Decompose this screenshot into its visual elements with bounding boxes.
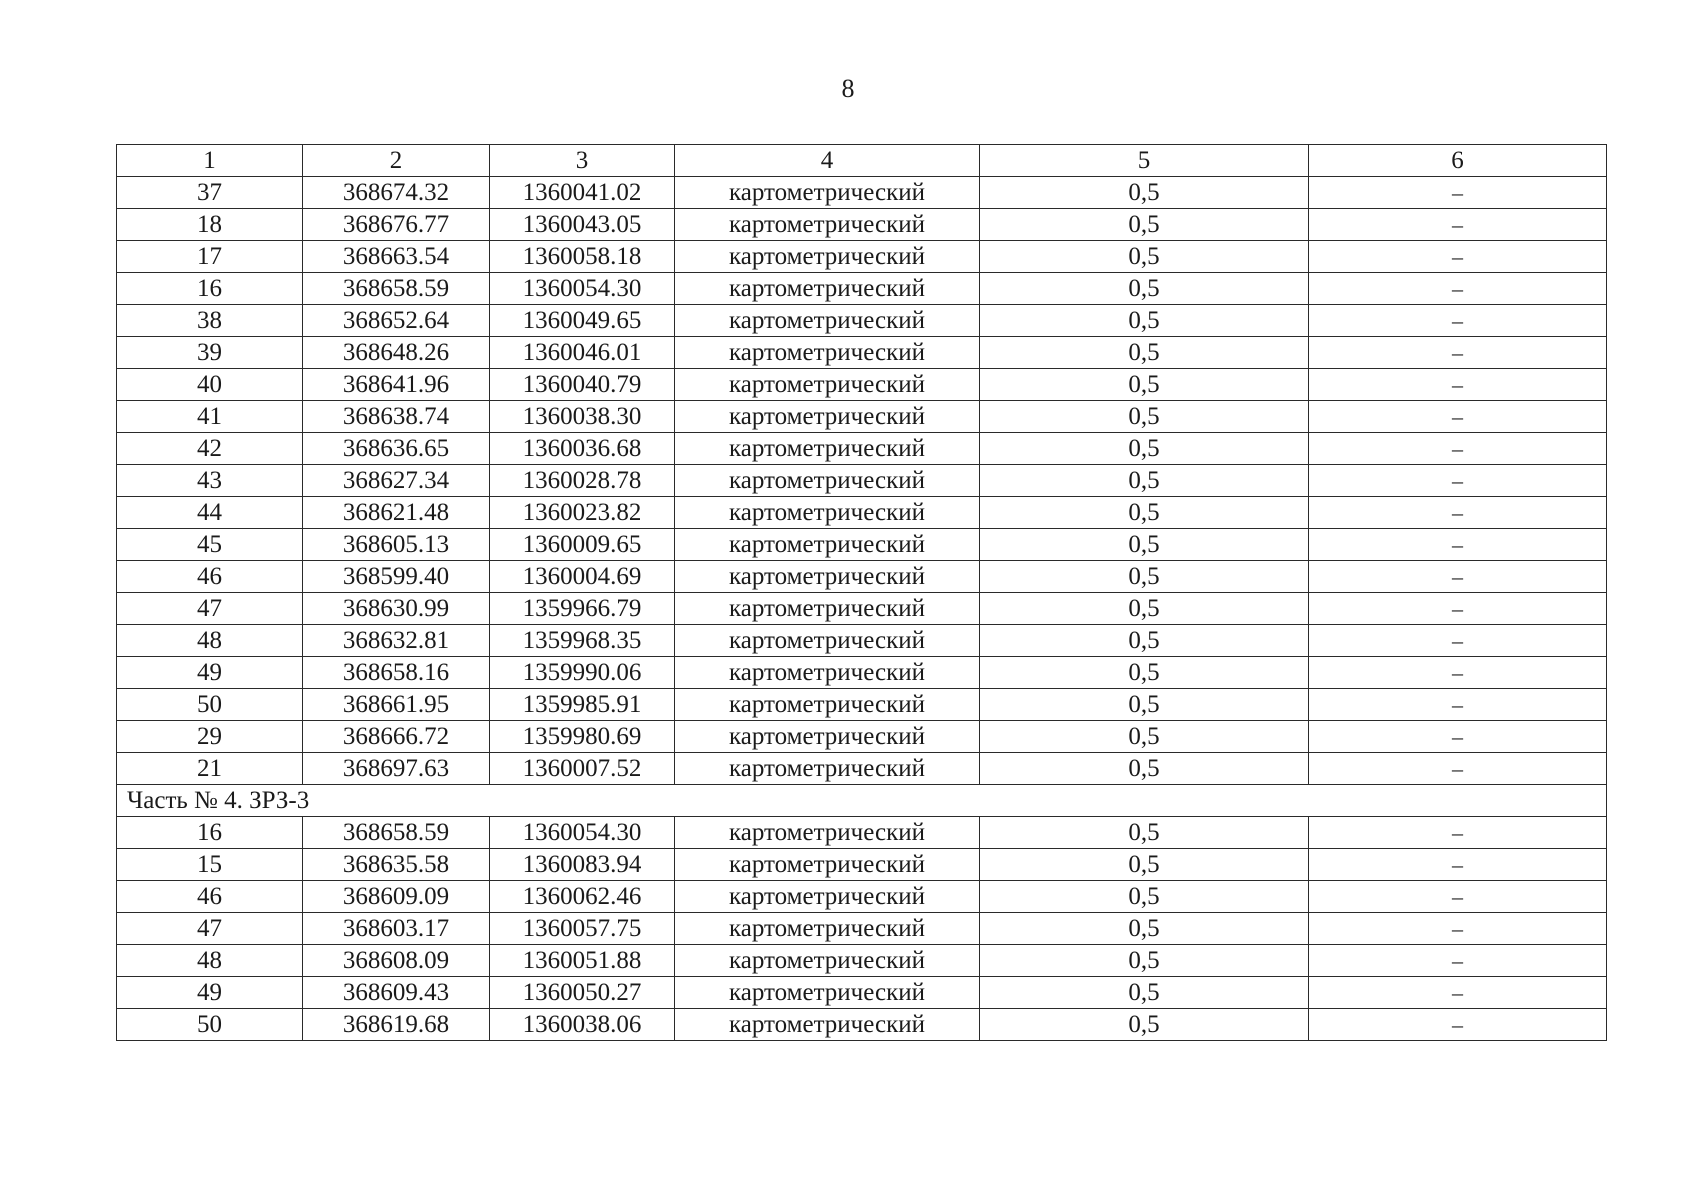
x-coordinate-cell: 368661.95 bbox=[303, 689, 490, 721]
method-cell: картометрический bbox=[675, 305, 980, 337]
point-number-cell: 18 bbox=[117, 209, 303, 241]
accuracy-cell: 0,5 bbox=[980, 529, 1309, 561]
x-coordinate-cell: 368638.74 bbox=[303, 401, 490, 433]
point-number-cell: 46 bbox=[117, 881, 303, 913]
table-row bbox=[117, 753, 1607, 785]
x-coordinate-cell: 368599.40 bbox=[303, 561, 490, 593]
point-number-cell: 38 bbox=[117, 305, 303, 337]
point-number-cell: 44 bbox=[117, 497, 303, 529]
table-row bbox=[117, 1009, 1607, 1041]
column-header: 6 bbox=[1309, 145, 1607, 177]
note-cell: – bbox=[1309, 305, 1607, 337]
accuracy-cell: 0,5 bbox=[980, 497, 1309, 529]
y-coordinate-cell: 1360046.01 bbox=[490, 337, 675, 369]
table-row bbox=[117, 465, 1607, 497]
table-row bbox=[117, 433, 1607, 465]
note-cell: – bbox=[1309, 817, 1607, 849]
table-row bbox=[117, 849, 1607, 881]
y-coordinate-cell: 1359990.06 bbox=[490, 657, 675, 689]
accuracy-cell: 0,5 bbox=[980, 465, 1309, 497]
y-coordinate-cell: 1359968.35 bbox=[490, 625, 675, 657]
method-cell: картометрический bbox=[675, 945, 980, 977]
column-header: 2 bbox=[303, 145, 490, 177]
y-coordinate-cell: 1360057.75 bbox=[490, 913, 675, 945]
point-number-cell: 47 bbox=[117, 593, 303, 625]
y-coordinate-cell: 1360040.79 bbox=[490, 369, 675, 401]
accuracy-cell: 0,5 bbox=[980, 881, 1309, 913]
x-coordinate-cell: 368652.64 bbox=[303, 305, 490, 337]
table-row bbox=[117, 657, 1607, 689]
point-number-cell: 16 bbox=[117, 273, 303, 305]
method-cell: картометрический bbox=[675, 369, 980, 401]
point-number-cell: 17 bbox=[117, 241, 303, 273]
note-cell: – bbox=[1309, 529, 1607, 561]
table-row bbox=[117, 241, 1607, 273]
point-number-cell: 16 bbox=[117, 817, 303, 849]
method-cell: картометрический bbox=[675, 561, 980, 593]
note-cell: – bbox=[1309, 881, 1607, 913]
point-number-cell: 49 bbox=[117, 977, 303, 1009]
note-cell: – bbox=[1309, 657, 1607, 689]
table-row bbox=[117, 689, 1607, 721]
accuracy-cell: 0,5 bbox=[980, 657, 1309, 689]
method-cell: картометрический bbox=[675, 1009, 980, 1041]
y-coordinate-cell: 1360009.65 bbox=[490, 529, 675, 561]
x-coordinate-cell: 368621.48 bbox=[303, 497, 490, 529]
y-coordinate-cell: 1360043.05 bbox=[490, 209, 675, 241]
note-cell: – bbox=[1309, 433, 1607, 465]
x-coordinate-cell: 368619.68 bbox=[303, 1009, 490, 1041]
note-cell: – bbox=[1309, 337, 1607, 369]
point-number-cell: 21 bbox=[117, 753, 303, 785]
x-coordinate-cell: 368630.99 bbox=[303, 593, 490, 625]
table-row bbox=[117, 209, 1607, 241]
method-cell: картометрический bbox=[675, 721, 980, 753]
accuracy-cell: 0,5 bbox=[980, 433, 1309, 465]
x-coordinate-cell: 368658.16 bbox=[303, 657, 490, 689]
y-coordinate-cell: 1360054.30 bbox=[490, 817, 675, 849]
x-coordinate-cell: 368666.72 bbox=[303, 721, 490, 753]
y-coordinate-cell: 1359980.69 bbox=[490, 721, 675, 753]
note-cell: – bbox=[1309, 593, 1607, 625]
column-header: 4 bbox=[675, 145, 980, 177]
method-cell: картометрический bbox=[675, 433, 980, 465]
accuracy-cell: 0,5 bbox=[980, 593, 1309, 625]
page-number: 8 bbox=[841, 74, 855, 103]
accuracy-cell: 0,5 bbox=[980, 1009, 1309, 1041]
y-coordinate-cell: 1360049.65 bbox=[490, 305, 675, 337]
x-coordinate-cell: 368627.34 bbox=[303, 465, 490, 497]
section-title-row bbox=[117, 785, 1607, 817]
y-coordinate-cell: 1360023.82 bbox=[490, 497, 675, 529]
table-row bbox=[117, 401, 1607, 433]
x-coordinate-cell: 368658.59 bbox=[303, 817, 490, 849]
method-cell: картометрический bbox=[675, 753, 980, 785]
note-cell: – bbox=[1309, 913, 1607, 945]
point-number-cell: 42 bbox=[117, 433, 303, 465]
column-header: 3 bbox=[490, 145, 675, 177]
note-cell: – bbox=[1309, 721, 1607, 753]
accuracy-cell: 0,5 bbox=[980, 401, 1309, 433]
method-cell: картометрический bbox=[675, 273, 980, 305]
table-header-row bbox=[117, 145, 1607, 177]
method-cell: картометрический bbox=[675, 657, 980, 689]
table-row bbox=[117, 177, 1607, 209]
y-coordinate-cell: 1360054.30 bbox=[490, 273, 675, 305]
method-cell: картометрический bbox=[675, 209, 980, 241]
method-cell: картометрический bbox=[675, 817, 980, 849]
x-coordinate-cell: 368608.09 bbox=[303, 945, 490, 977]
x-coordinate-cell: 368603.17 bbox=[303, 913, 490, 945]
coordinates-table bbox=[116, 144, 1607, 1041]
y-coordinate-cell: 1360004.69 bbox=[490, 561, 675, 593]
method-cell: картометрический bbox=[675, 529, 980, 561]
x-coordinate-cell: 368674.32 bbox=[303, 177, 490, 209]
note-cell: – bbox=[1309, 753, 1607, 785]
section-title: Часть № 4. ЗРЗ-3 bbox=[117, 785, 1607, 817]
method-cell: картометрический bbox=[675, 977, 980, 1009]
point-number-cell: 29 bbox=[117, 721, 303, 753]
table-row bbox=[117, 561, 1607, 593]
note-cell: – bbox=[1309, 177, 1607, 209]
table-row bbox=[117, 497, 1607, 529]
accuracy-cell: 0,5 bbox=[980, 561, 1309, 593]
x-coordinate-cell: 368648.26 bbox=[303, 337, 490, 369]
accuracy-cell: 0,5 bbox=[980, 849, 1309, 881]
note-cell: – bbox=[1309, 977, 1607, 1009]
note-cell: – bbox=[1309, 497, 1607, 529]
note-cell: – bbox=[1309, 625, 1607, 657]
accuracy-cell: 0,5 bbox=[980, 177, 1309, 209]
y-coordinate-cell: 1360051.88 bbox=[490, 945, 675, 977]
method-cell: картометрический bbox=[675, 465, 980, 497]
method-cell: картометрический bbox=[675, 497, 980, 529]
table-row bbox=[117, 913, 1607, 945]
table-row bbox=[117, 881, 1607, 913]
table-row bbox=[117, 977, 1607, 1009]
y-coordinate-cell: 1360050.27 bbox=[490, 977, 675, 1009]
note-cell: – bbox=[1309, 689, 1607, 721]
table-row bbox=[117, 593, 1607, 625]
method-cell: картометрический bbox=[675, 881, 980, 913]
note-cell: – bbox=[1309, 369, 1607, 401]
method-cell: картометрический bbox=[675, 337, 980, 369]
column-header: 5 bbox=[980, 145, 1309, 177]
table-row bbox=[117, 721, 1607, 753]
point-number-cell: 49 bbox=[117, 657, 303, 689]
note-cell: – bbox=[1309, 401, 1607, 433]
table-row bbox=[117, 273, 1607, 305]
x-coordinate-cell: 368632.81 bbox=[303, 625, 490, 657]
point-number-cell: 39 bbox=[117, 337, 303, 369]
x-coordinate-cell: 368609.43 bbox=[303, 977, 490, 1009]
method-cell: картометрический bbox=[675, 177, 980, 209]
note-cell: – bbox=[1309, 849, 1607, 881]
point-number-cell: 37 bbox=[117, 177, 303, 209]
point-number-cell: 47 bbox=[117, 913, 303, 945]
x-coordinate-cell: 368697.63 bbox=[303, 753, 490, 785]
method-cell: картометрический bbox=[675, 625, 980, 657]
table-row bbox=[117, 369, 1607, 401]
accuracy-cell: 0,5 bbox=[980, 369, 1309, 401]
accuracy-cell: 0,5 bbox=[980, 913, 1309, 945]
note-cell: – bbox=[1309, 241, 1607, 273]
point-number-cell: 15 bbox=[117, 849, 303, 881]
table-row bbox=[117, 337, 1607, 369]
table-row bbox=[117, 945, 1607, 977]
x-coordinate-cell: 368609.09 bbox=[303, 881, 490, 913]
method-cell: картометрический bbox=[675, 849, 980, 881]
accuracy-cell: 0,5 bbox=[980, 241, 1309, 273]
note-cell: – bbox=[1309, 465, 1607, 497]
y-coordinate-cell: 1360038.06 bbox=[490, 1009, 675, 1041]
accuracy-cell: 0,5 bbox=[980, 337, 1309, 369]
method-cell: картометрический bbox=[675, 241, 980, 273]
accuracy-cell: 0,5 bbox=[980, 209, 1309, 241]
note-cell: – bbox=[1309, 209, 1607, 241]
note-cell: – bbox=[1309, 561, 1607, 593]
note-cell: – bbox=[1309, 1009, 1607, 1041]
point-number-cell: 50 bbox=[117, 1009, 303, 1041]
coordinates-table-body bbox=[117, 145, 1607, 1041]
y-coordinate-cell: 1359966.79 bbox=[490, 593, 675, 625]
method-cell: картометрический bbox=[675, 913, 980, 945]
point-number-cell: 50 bbox=[117, 689, 303, 721]
y-coordinate-cell: 1360036.68 bbox=[490, 433, 675, 465]
point-number-cell: 46 bbox=[117, 561, 303, 593]
note-cell: – bbox=[1309, 273, 1607, 305]
y-coordinate-cell: 1360041.02 bbox=[490, 177, 675, 209]
note-cell: – bbox=[1309, 945, 1607, 977]
x-coordinate-cell: 368676.77 bbox=[303, 209, 490, 241]
accuracy-cell: 0,5 bbox=[980, 689, 1309, 721]
point-number-cell: 40 bbox=[117, 369, 303, 401]
table-row bbox=[117, 529, 1607, 561]
accuracy-cell: 0,5 bbox=[980, 817, 1309, 849]
method-cell: картометрический bbox=[675, 593, 980, 625]
y-coordinate-cell: 1360038.30 bbox=[490, 401, 675, 433]
y-coordinate-cell: 1360062.46 bbox=[490, 881, 675, 913]
point-number-cell: 41 bbox=[117, 401, 303, 433]
y-coordinate-cell: 1360028.78 bbox=[490, 465, 675, 497]
accuracy-cell: 0,5 bbox=[980, 721, 1309, 753]
table-row bbox=[117, 305, 1607, 337]
y-coordinate-cell: 1359985.91 bbox=[490, 689, 675, 721]
point-number-cell: 43 bbox=[117, 465, 303, 497]
accuracy-cell: 0,5 bbox=[980, 305, 1309, 337]
y-coordinate-cell: 1360007.52 bbox=[490, 753, 675, 785]
table-row bbox=[117, 625, 1607, 657]
point-number-cell: 48 bbox=[117, 945, 303, 977]
accuracy-cell: 0,5 bbox=[980, 273, 1309, 305]
x-coordinate-cell: 368605.13 bbox=[303, 529, 490, 561]
accuracy-cell: 0,5 bbox=[980, 625, 1309, 657]
x-coordinate-cell: 368663.54 bbox=[303, 241, 490, 273]
table-row bbox=[117, 817, 1607, 849]
method-cell: картометрический bbox=[675, 689, 980, 721]
column-header: 1 bbox=[117, 145, 303, 177]
x-coordinate-cell: 368636.65 bbox=[303, 433, 490, 465]
x-coordinate-cell: 368641.96 bbox=[303, 369, 490, 401]
y-coordinate-cell: 1360083.94 bbox=[490, 849, 675, 881]
x-coordinate-cell: 368658.59 bbox=[303, 273, 490, 305]
y-coordinate-cell: 1360058.18 bbox=[490, 241, 675, 273]
method-cell: картометрический bbox=[675, 401, 980, 433]
accuracy-cell: 0,5 bbox=[980, 977, 1309, 1009]
point-number-cell: 45 bbox=[117, 529, 303, 561]
point-number-cell: 48 bbox=[117, 625, 303, 657]
x-coordinate-cell: 368635.58 bbox=[303, 849, 490, 881]
accuracy-cell: 0,5 bbox=[980, 945, 1309, 977]
accuracy-cell: 0,5 bbox=[980, 753, 1309, 785]
